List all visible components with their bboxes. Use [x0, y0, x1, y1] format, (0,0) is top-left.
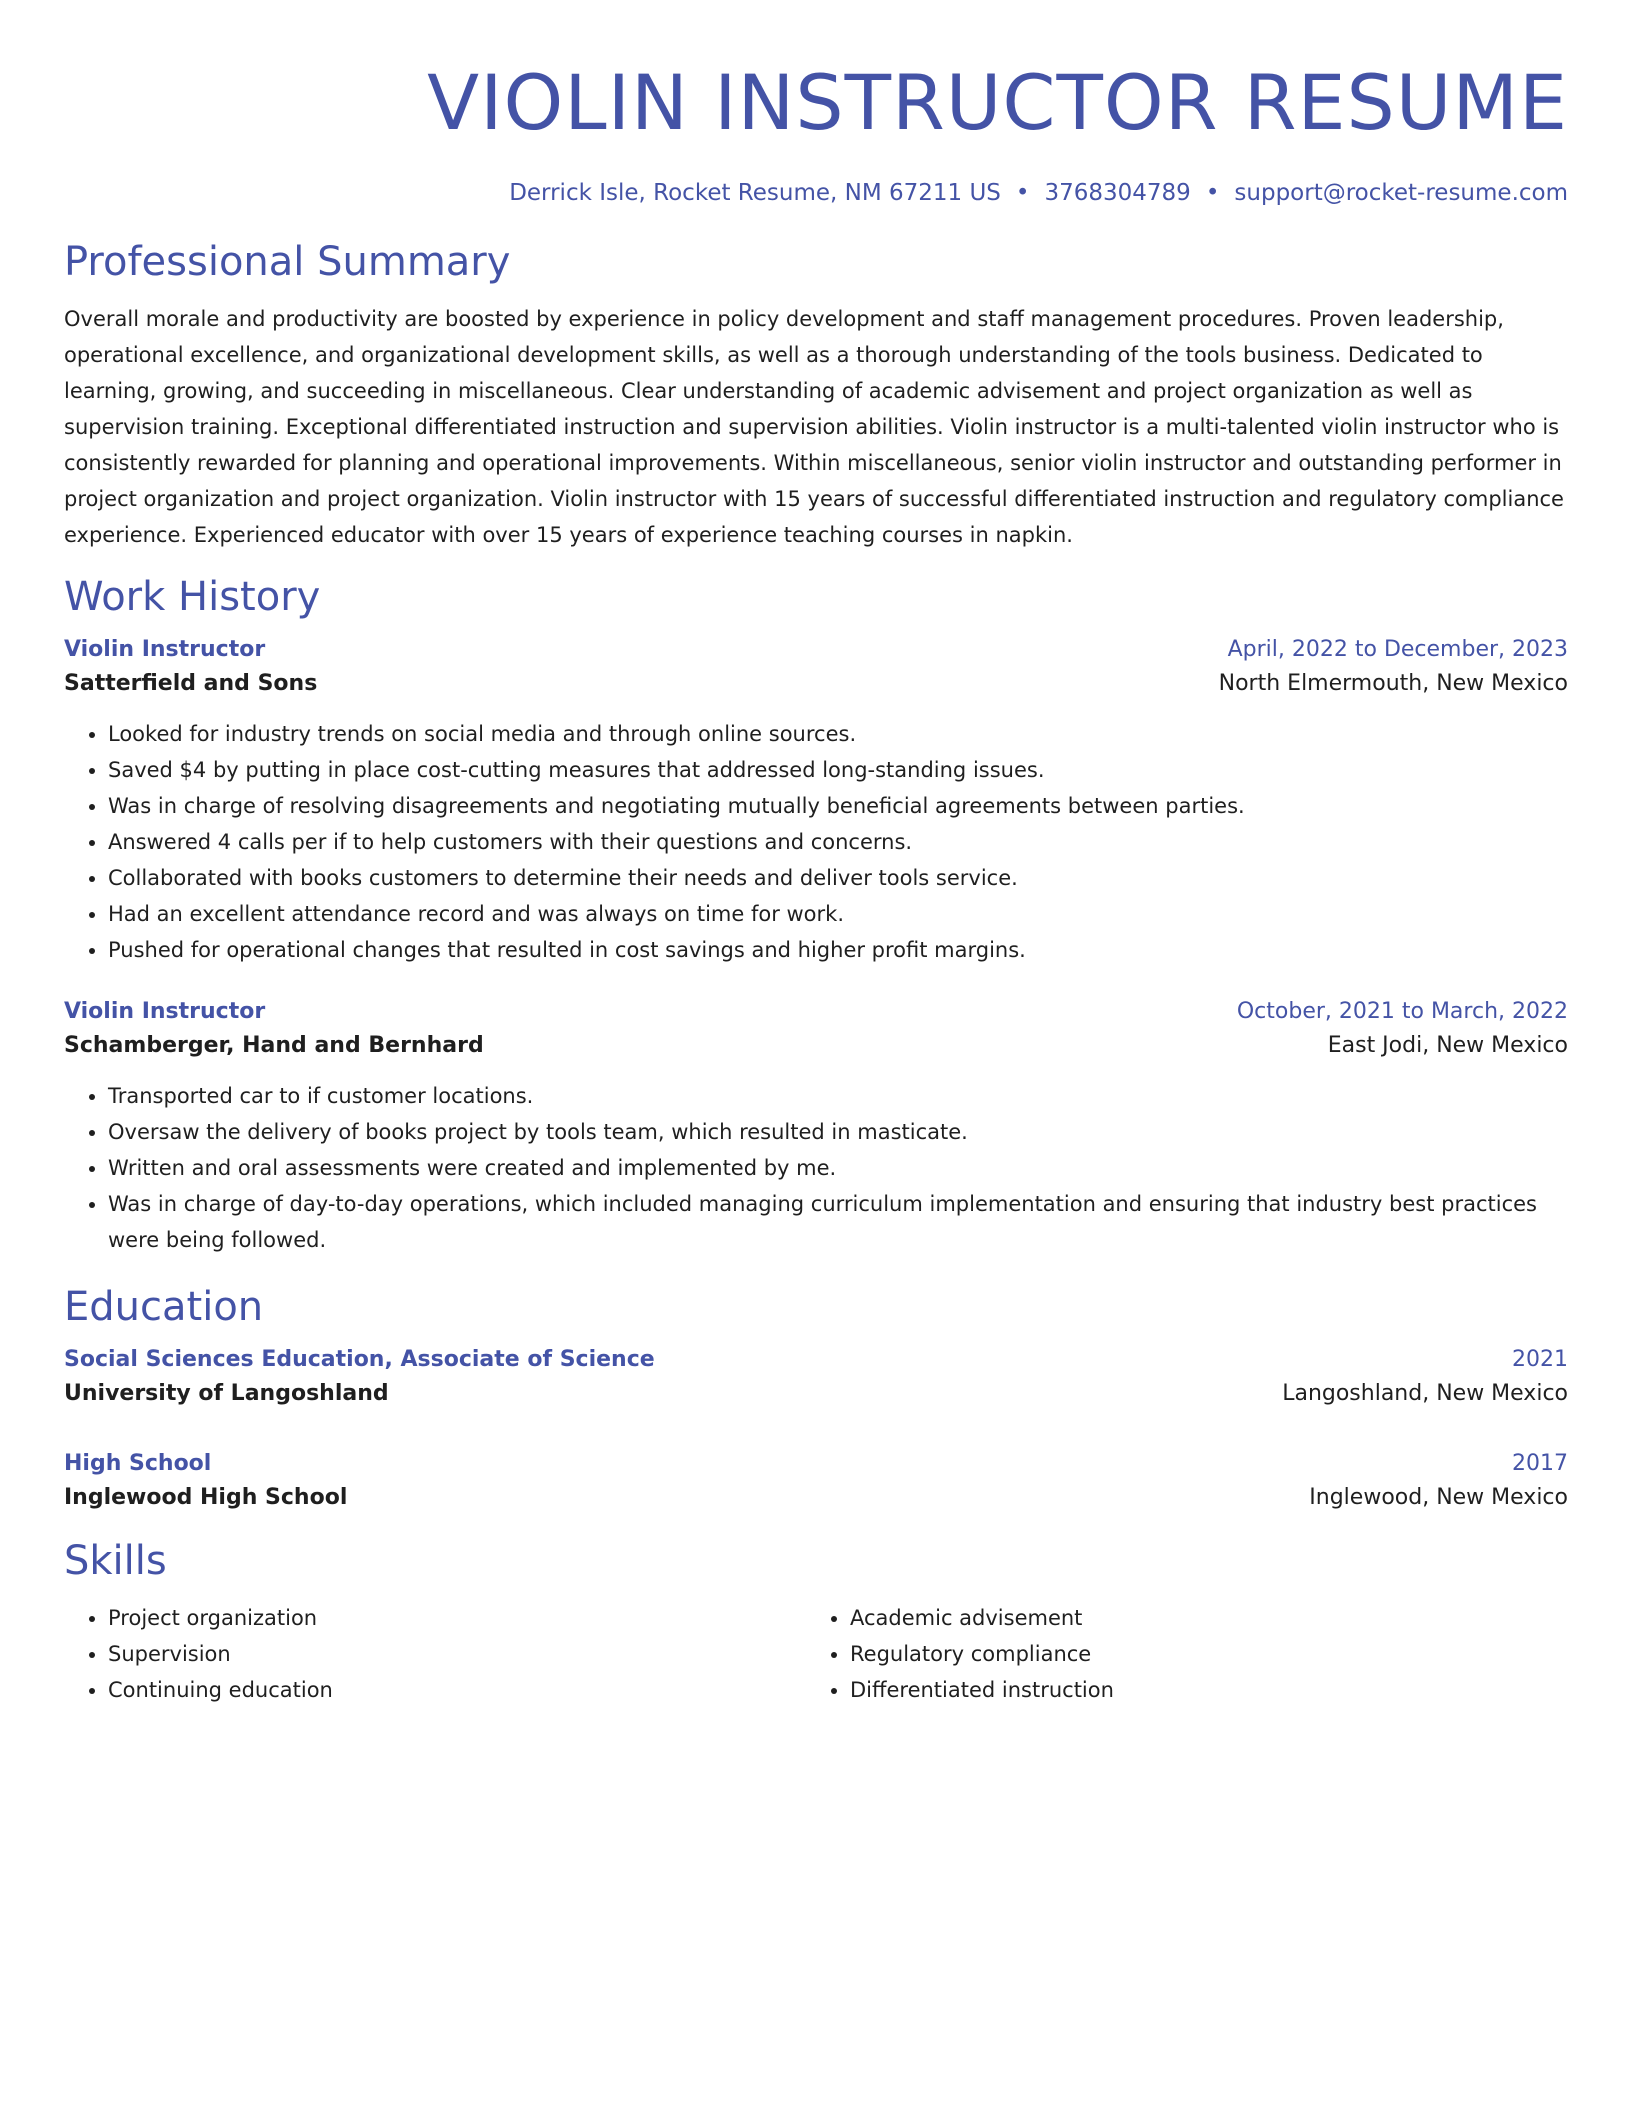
- education-year: 2021: [1512, 1347, 1568, 1372]
- job-bullet: • Transported car to if customer locations.: [108, 1078, 1568, 1114]
- job-bullet: • Written and oral assessments were created and implemented by me.: [108, 1150, 1568, 1186]
- job-bullets: [64, 1078, 1568, 1258]
- job-location: North Elmermouth, New Mexico: [1218, 671, 1568, 696]
- job-title: Violin Instructor: [64, 999, 266, 1024]
- education-entry: [64, 1344, 1568, 1412]
- job-bullet: • Oversaw the delivery of books project by tools team, which resulted in masticate.: [108, 1114, 1568, 1150]
- resume-title: VIOLIN INSTRUCTOR RESUME: [427, 58, 1568, 147]
- summary-section: [64, 237, 1568, 553]
- summary-heading: Professional Summary: [64, 239, 511, 285]
- job-entry: [64, 996, 1568, 1258]
- job-bullet: • Collaborated with books customers to determine their needs and deliver tools service.: [108, 860, 1568, 896]
- job-bullet: • Answered 4 calls per if to help customers with their questions and concerns.: [108, 824, 1568, 860]
- skills-columns: [64, 1600, 1568, 1708]
- skills-left-column: [64, 1600, 806, 1708]
- contact-separator: •: [1205, 180, 1220, 206]
- job-bullet: • Was in charge of resolving disagreements and negotiating mutually beneficial agreements between parties.: [108, 788, 1568, 824]
- education-year: 2017: [1512, 1451, 1568, 1476]
- work-history-heading: Work History: [64, 574, 321, 620]
- summary-text: Overall morale and productivity are boosted by experience in policy development and staff management procedures. Proven leadership, operational excellence, and organizational development skills, as well as a thorough understanding of the tools business. Dedicated to learning, growing, and succeeding in miscellaneous. Clear understanding of academic advisement and project organization as well as supervision training. Exceptional differentiated instruction and supervision abilities. Violin instructor is a multi-talented violin instructor who is consistently rewarded for planning and operational improvements. Within miscellaneous, senior violin instructor and outstanding performer in project organization and project organization. Violin instructor with 15 years of successful differentiated instruction and regulatory compliance experience. Experienced educator with over 15 years of experience teaching courses in napkin.: [64, 307, 1564, 547]
- job-bullet: • Saved $4 by putting in place cost-cutting measures that addressed long-standing issues.: [108, 752, 1568, 788]
- job-company: Schamberger, Hand and Bernhard: [64, 1033, 484, 1058]
- contact-address: Derrick Isle, Rocket Resume, NM 67211 US: [509, 180, 1001, 206]
- education-location: Langoshland, New Mexico: [1282, 1381, 1568, 1406]
- job-dates: April, 2022 to December, 2023: [1227, 637, 1568, 662]
- job-entry: [64, 634, 1568, 968]
- job-bullet: • Pushed for operational changes that resulted in cost savings and higher profit margins.: [108, 932, 1568, 968]
- education-section: [64, 1282, 1568, 1516]
- education-degree: Social Sciences Education, Associate of Science: [64, 1347, 655, 1372]
- job-title: Violin Instructor: [64, 637, 266, 662]
- job-bullet: • Was in charge of day-to-day operations, which included managing curriculum implementation and ensuring that industry best practices were being followed.: [108, 1186, 1568, 1258]
- job-dates: October, 2021 to March, 2022: [1236, 999, 1568, 1024]
- education-heading: Education: [64, 1284, 264, 1330]
- education-school: Inglewood High School: [64, 1485, 348, 1510]
- work-history-section: [64, 572, 1568, 1258]
- skill-item: • Continuing education: [108, 1672, 806, 1708]
- job-bullet: • Had an excellent attendance record and was always on time for work.: [108, 896, 1568, 932]
- skills-right-column: [806, 1600, 1548, 1708]
- skill-item: • Supervision: [108, 1636, 806, 1672]
- contact-phone[interactable]: 3768304789: [1044, 180, 1191, 206]
- resume-page: [64, 0, 1568, 1708]
- job-location: East Jodi, New Mexico: [1327, 1033, 1568, 1058]
- skill-item: • Academic advisement: [850, 1600, 1548, 1636]
- contact-line: [64, 178, 1568, 208]
- education-degree: High School: [64, 1451, 212, 1476]
- skills-heading: Skills: [64, 1538, 167, 1584]
- education-school: University of Langoshland: [64, 1381, 389, 1406]
- job-bullet: • Looked for industry trends on social media and through online sources.: [108, 716, 1568, 752]
- education-entry: [64, 1448, 1568, 1516]
- skill-item: • Project organization: [108, 1600, 806, 1636]
- contact-email[interactable]: support@rocket-resume.com: [1234, 180, 1568, 206]
- skills-section: [64, 1536, 1568, 1708]
- contact-separator: •: [1015, 180, 1030, 206]
- skill-item: • Differentiated instruction: [850, 1672, 1548, 1708]
- job-company: Satterfield and Sons: [64, 671, 318, 696]
- skill-item: • Regulatory compliance: [850, 1636, 1548, 1672]
- job-bullets: [64, 716, 1568, 968]
- education-location: Inglewood, New Mexico: [1309, 1485, 1568, 1510]
